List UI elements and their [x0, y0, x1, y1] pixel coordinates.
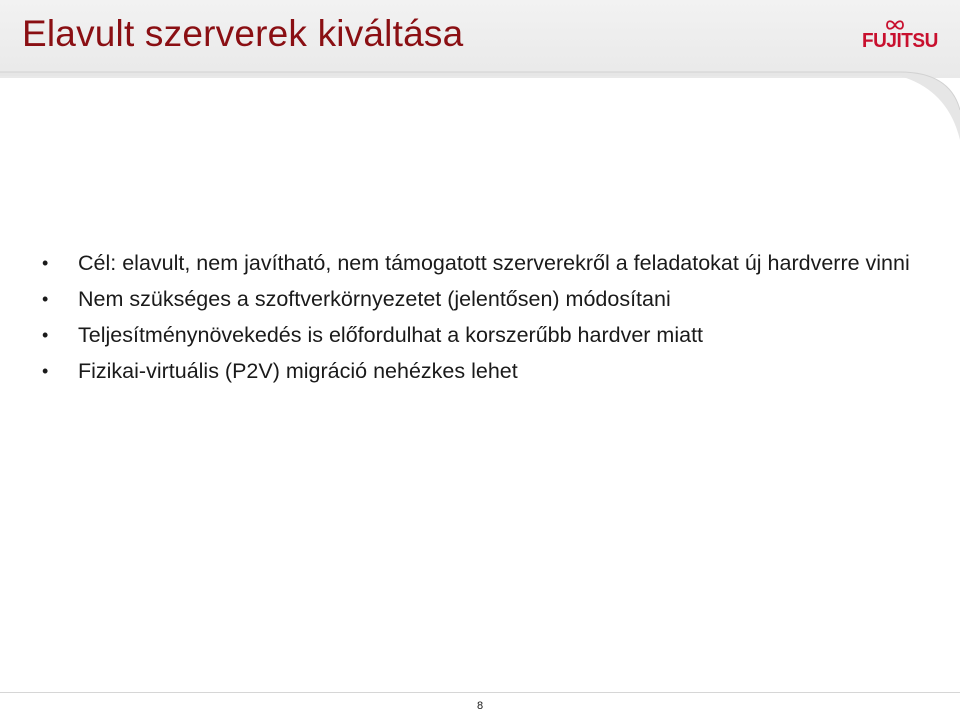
bullet-text: Nem szükséges a szoftverkörnyezetet (jelentősen) módosítani — [78, 287, 671, 311]
logo-text: FUJITSU — [862, 30, 938, 52]
footer-divider — [0, 692, 960, 693]
bullet-item-2 — [42, 282, 922, 316]
bullet-text: Cél: elavult, nem javítható, nem támogatott szerverekről a feladatokat új hardverre vinni — [78, 251, 910, 275]
slide-title: Elavult szerverek kiváltása — [22, 13, 464, 54]
bullet-text: Teljesítménynövekedés is előfordulhat a korszerűbb hardver miatt — [78, 323, 704, 347]
bullet-item-3 — [42, 318, 922, 352]
bullet-dot-icon: • — [42, 289, 49, 309]
fujitsu-logo — [862, 18, 942, 58]
bullet-dot-icon: • — [42, 253, 49, 273]
bullet-item-4 — [42, 354, 922, 388]
bullet-item-1 — [42, 246, 922, 280]
bullet-list — [42, 246, 922, 390]
bullet-dot-icon: • — [42, 361, 49, 381]
bullet-dot-icon: • — [42, 325, 49, 345]
page-number: 8 — [476, 700, 484, 712]
bullet-text: Fizikai-virtuális (P2V) migráció nehézkes lehet — [78, 359, 518, 383]
